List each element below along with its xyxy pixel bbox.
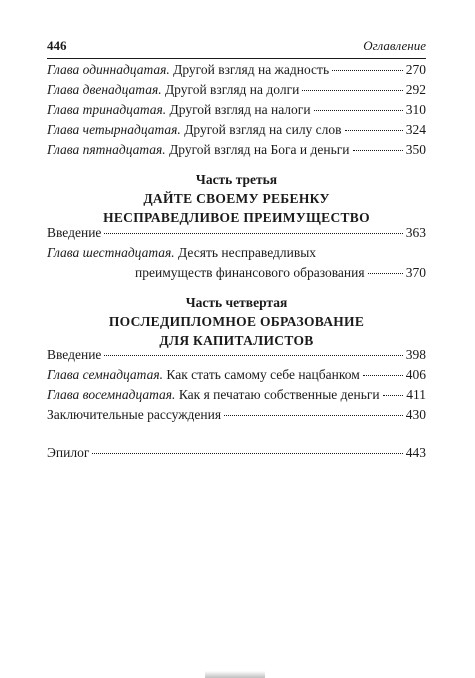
chapter-label: Глава восемнадцатая.	[47, 387, 176, 402]
page-ref: 430	[405, 407, 426, 422]
chapter-title: Другой взгляд на жадность	[173, 62, 330, 77]
chapter-title: Десять несправедливых	[178, 245, 317, 260]
toc-entry[interactable]	[47, 243, 426, 263]
dot-leader	[345, 130, 403, 131]
chapter-label: Глава семнадцатая.	[47, 367, 163, 382]
page-ref: 270	[405, 62, 426, 77]
toc-entry[interactable]	[47, 60, 426, 80]
toc-epilogue	[47, 443, 426, 463]
chapter-label: Глава двенадцатая.	[47, 82, 162, 97]
part-label: Часть четвертая	[185, 295, 288, 310]
part-label: Часть третья	[195, 172, 278, 187]
chapter-label: Глава пятнадцатая.	[47, 142, 166, 157]
toc-entry[interactable]	[47, 365, 426, 385]
chapter-title: преимуществ финансового образования	[135, 265, 365, 280]
toc-entry[interactable]	[47, 120, 426, 140]
part-title-line: ДЛЯ КАПИТАЛИСТОВ	[159, 333, 314, 348]
chapter-title: Как стать самому себе нацбанком	[166, 367, 360, 382]
chapter-title: Другой взгляд на долги	[164, 82, 300, 97]
chapter-label: Глава шестнадцатая.	[47, 245, 175, 260]
page-ref: 411	[406, 387, 426, 402]
part-title-line: ПОСЛЕДИПЛОМНОЕ ОБРАЗОВАНИЕ	[108, 314, 365, 329]
part-four-heading	[47, 293, 426, 350]
dot-leader	[383, 395, 404, 396]
page-ref: 350	[405, 142, 426, 157]
dot-leader	[314, 110, 403, 111]
dot-leader	[332, 70, 403, 71]
page-ref: 370	[405, 265, 426, 280]
section-title: Введение	[47, 347, 102, 362]
dot-leader	[92, 453, 402, 454]
page-ref: 398	[405, 347, 426, 362]
chapter-label: Глава одиннадцатая.	[47, 62, 170, 77]
section-title: Заключительные рассуждения	[47, 407, 222, 422]
dot-leader	[363, 375, 403, 376]
toc-entry[interactable]	[47, 223, 426, 243]
page-ref: 310	[405, 102, 426, 117]
page-ref: 443	[405, 445, 426, 460]
toc-entry-continuation[interactable]	[47, 263, 426, 283]
dot-leader	[302, 90, 402, 91]
dot-leader	[224, 415, 403, 416]
page-ref: 292	[405, 82, 426, 97]
chapter-title: Другой взгляд на силу слов	[184, 122, 342, 137]
page-ref: 363	[405, 225, 426, 240]
section-title: Эпилог	[47, 445, 90, 460]
toc-part-three	[47, 223, 426, 283]
chapter-label: Глава тринадцатая.	[47, 102, 167, 117]
dot-leader	[353, 150, 403, 151]
toc-entry[interactable]	[47, 443, 426, 463]
part-title-line: ДАЙТЕ СВОЕМУ РЕБЕНКУ	[143, 191, 330, 206]
page-header	[47, 36, 426, 59]
chapter-title: Как я печатаю собственные деньги	[178, 387, 380, 402]
chapter-title: Другой взгляд на Бога и деньги	[169, 142, 350, 157]
page-number: 446	[47, 38, 67, 53]
page-ref: 406	[405, 367, 426, 382]
page-ref: 324	[405, 122, 426, 137]
part-three-heading	[47, 170, 426, 227]
section-title: Введение	[47, 225, 102, 240]
toc-entry[interactable]	[47, 100, 426, 120]
chapter-label: Глава четырнадцатая.	[47, 122, 181, 137]
toc-entry[interactable]	[47, 345, 426, 365]
chapter-title: Другой взгляд на налоги	[169, 102, 311, 117]
toc-entry[interactable]	[47, 140, 426, 160]
part-title-line: НЕСПРАВЕДЛИВОЕ ПРЕИМУЩЕСТВО	[103, 210, 370, 225]
running-head: Оглавление	[363, 38, 426, 53]
toc-part-four	[47, 345, 426, 425]
dot-leader	[104, 233, 402, 234]
toc-entry[interactable]	[47, 80, 426, 100]
dot-leader	[368, 273, 403, 274]
toc-chapters-11-15	[47, 60, 426, 160]
toc-entry[interactable]	[47, 385, 426, 405]
scan-artifact	[205, 671, 265, 678]
toc-entry[interactable]	[47, 405, 426, 425]
dot-leader	[104, 355, 402, 356]
